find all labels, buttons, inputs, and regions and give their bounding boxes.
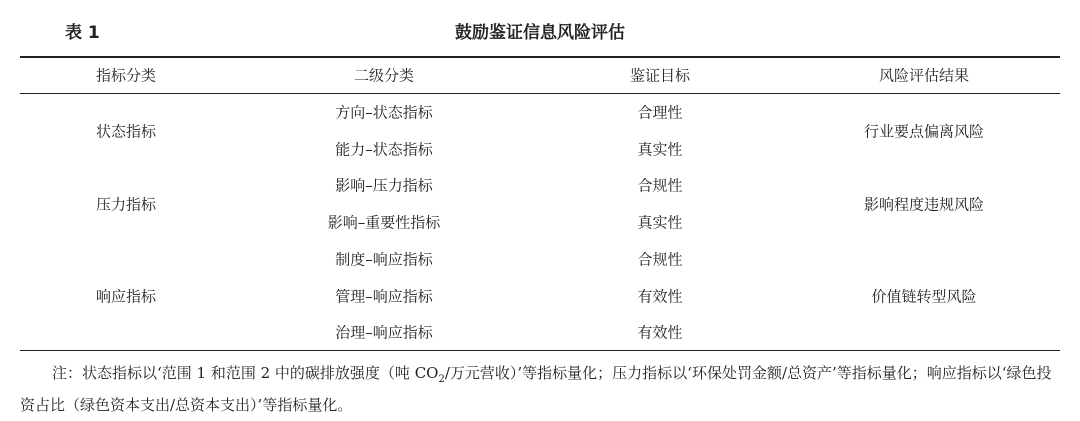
- header-subcategory: 二级分类: [353, 66, 415, 85]
- note-subscript: 2: [438, 374, 445, 385]
- subcategory-cell: 制度–响应指标: [335, 250, 433, 269]
- table-note: [20, 357, 1065, 421]
- header-target: 鉴证目标: [629, 66, 691, 85]
- group-category-cell: 压力指标: [95, 195, 157, 214]
- group-result-cell: 价值链转型风险: [871, 287, 977, 306]
- subcategory-cell: 能力–状态指标: [335, 140, 433, 159]
- table-caption-title: 鼓励鉴证信息风险评估: [455, 23, 625, 43]
- target-cell: 有效性: [637, 287, 683, 306]
- note-text-part2: /万元营收）’等指标量化；压力指标以‘环保处罚金额/总资产’等指标量化；响应指标以‘绿色投资占比（绿色资本支出/总资本支出）’等指标量化。: [20, 364, 1052, 414]
- target-cell: 合规性: [637, 176, 683, 195]
- note-text-part1: 注：状态指标以‘范围 1 和范围 2 中的碳排放强度（吨 CO: [52, 364, 439, 382]
- subcategory-cell: 方向–状态指标: [335, 103, 433, 122]
- target-cell: 真实性: [637, 213, 683, 232]
- group-category-cell: 状态指标: [95, 122, 157, 141]
- subcategory-cell: 影响–压力指标: [335, 176, 433, 195]
- subcategory-cell: 影响–重要性指标: [327, 213, 441, 232]
- top-rule: [20, 56, 1060, 58]
- header-rule: [20, 93, 1060, 94]
- target-cell: 合规性: [637, 250, 683, 269]
- target-cell: 有效性: [637, 323, 683, 342]
- group-result-cell: 影响程度违规风险: [863, 195, 985, 214]
- subcategory-cell: 管理–响应指标: [335, 287, 433, 306]
- subcategory-cell: 治理–响应指标: [335, 323, 433, 342]
- group-result-cell: 行业要点偏离风险: [863, 122, 985, 141]
- header-category: 指标分类: [95, 66, 157, 85]
- target-cell: 真实性: [637, 140, 683, 159]
- target-cell: 合理性: [637, 103, 683, 122]
- header-result: 风险评估结果: [878, 66, 970, 85]
- group-category-cell: 响应指标: [95, 287, 157, 306]
- bottom-rule: [20, 350, 1060, 351]
- table-caption-label: 表 1: [65, 23, 100, 43]
